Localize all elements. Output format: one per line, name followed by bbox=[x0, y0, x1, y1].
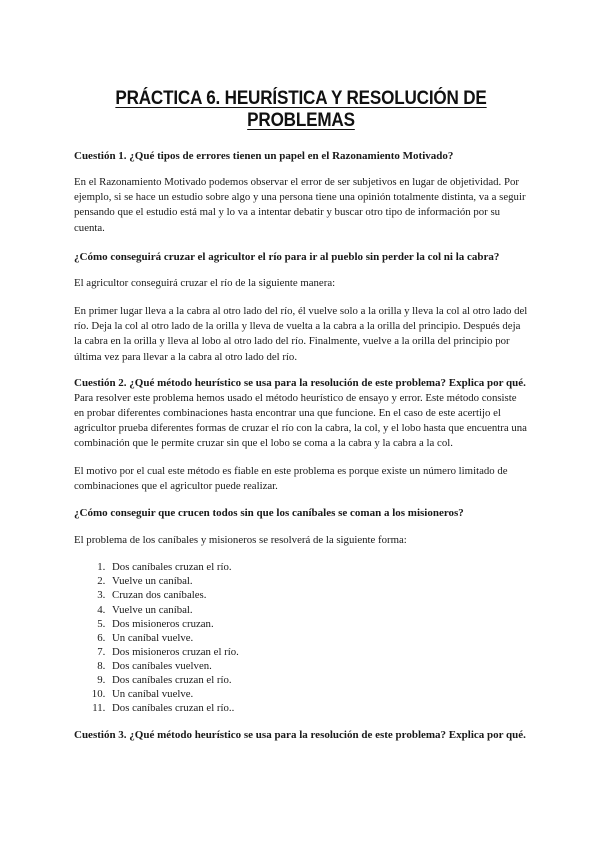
list-item: 9. Dos caníbales cruzan el río. bbox=[108, 673, 528, 687]
list-item: 8. Dos caníbales vuelven. bbox=[108, 659, 528, 673]
river-crossing-intro: El agricultor conseguirá cruzar el río de la siguiente manera: bbox=[74, 276, 336, 289]
list-item: 5. Dos misioneros cruzan. bbox=[108, 617, 528, 631]
answer-1-paragraph: En el Razonamiento Motivado podemos observar el error de ser subjetivos en lugar de objetividad. Por ejemplo, si se hace un estudio sobre algo y una persona tiene una opinión totalmente distinta, va a seguir pensando que el estudio está mal y lo va a intentar debatir y buscar otro tipo de información por su cuenta. bbox=[74, 176, 526, 234]
list-item: 1. Dos caníbales cruzan el río. bbox=[108, 560, 528, 574]
list-item: 3. Cruzan dos caníbales. bbox=[108, 588, 528, 602]
answer-2-reason-paragraph: El motivo por el cual este método es fiable en este problema es porque existe un número limitado de combinaciones que el agricultor puede realizar. bbox=[74, 464, 508, 492]
river-crossing-steps-paragraph: En primer lugar lleva a la cabra al otro lado del río, él vuelve solo a la orilla y lleva la col al otro lado del río. Deja la col al otro lado de la orilla y lleva de vuelta a la cabra a la orilla del principio. Después deja la cabra en la orilla y lleva al lobo al otro lado del río. Finalmente, vuelve a la orilla del principio por última vez para llevar a la cabra al otro lado del río. bbox=[74, 305, 528, 363]
cannibals-steps-list bbox=[74, 560, 528, 715]
list-item: 2. Vuelve un caníbal. bbox=[108, 574, 528, 588]
cannibals-intro: El problema de los caníbales y misioneros se resolverá de la siguiente forma: bbox=[74, 534, 407, 547]
list-item: 10. Un caníbal vuelve. bbox=[108, 687, 528, 701]
river-crossing-question: ¿Cómo conseguirá cruzar el agricultor el río para ir al pueblo sin perder la col ni la cabra? bbox=[74, 250, 500, 263]
list-item: 7. Dos misioneros cruzan el río. bbox=[108, 645, 528, 659]
cannibals-question: ¿Cómo conseguir que crucen todos sin que los caníbales se coman a los misioneros? bbox=[74, 507, 464, 520]
question-2-heading: Cuestión 2. ¿Qué método heurístico se usa para la resolución de este problema? Explica por qué. bbox=[74, 376, 526, 389]
page-title: PRÁCTICA 6. HEURÍSTICA Y RESOLUCIÓN DE PROBLEMAS bbox=[115, 88, 487, 131]
question-3-heading: Cuestión 3. ¿Qué método heurístico se usa para la resolución de este problema? Explica por qué. bbox=[74, 729, 526, 742]
question-1-heading: Cuestión 1. ¿Qué tipos de errores tienen un papel en el Razonamiento Motivado? bbox=[74, 150, 454, 162]
list-item: 4. Vuelve un caníbal. bbox=[108, 603, 528, 617]
list-item: 11. Dos caníbales cruzan el río.. bbox=[108, 701, 528, 715]
list-item: 6. Un caníbal vuelve. bbox=[108, 631, 528, 645]
answer-2-paragraph: Para resolver este problema hemos usado el método heurístico de ensayo y error. Este método consiste en probar diferentes combinaciones hasta encontrar una que funcione. En el caso de este acertijo el agricultor prueba diferentes formas de cruzar el río con la cabra, la col, y el lobo hasta que encuentra una combinación que le permite cruzar sin que el lobo se coma a la cabra y la cabra a la col. bbox=[74, 391, 527, 450]
